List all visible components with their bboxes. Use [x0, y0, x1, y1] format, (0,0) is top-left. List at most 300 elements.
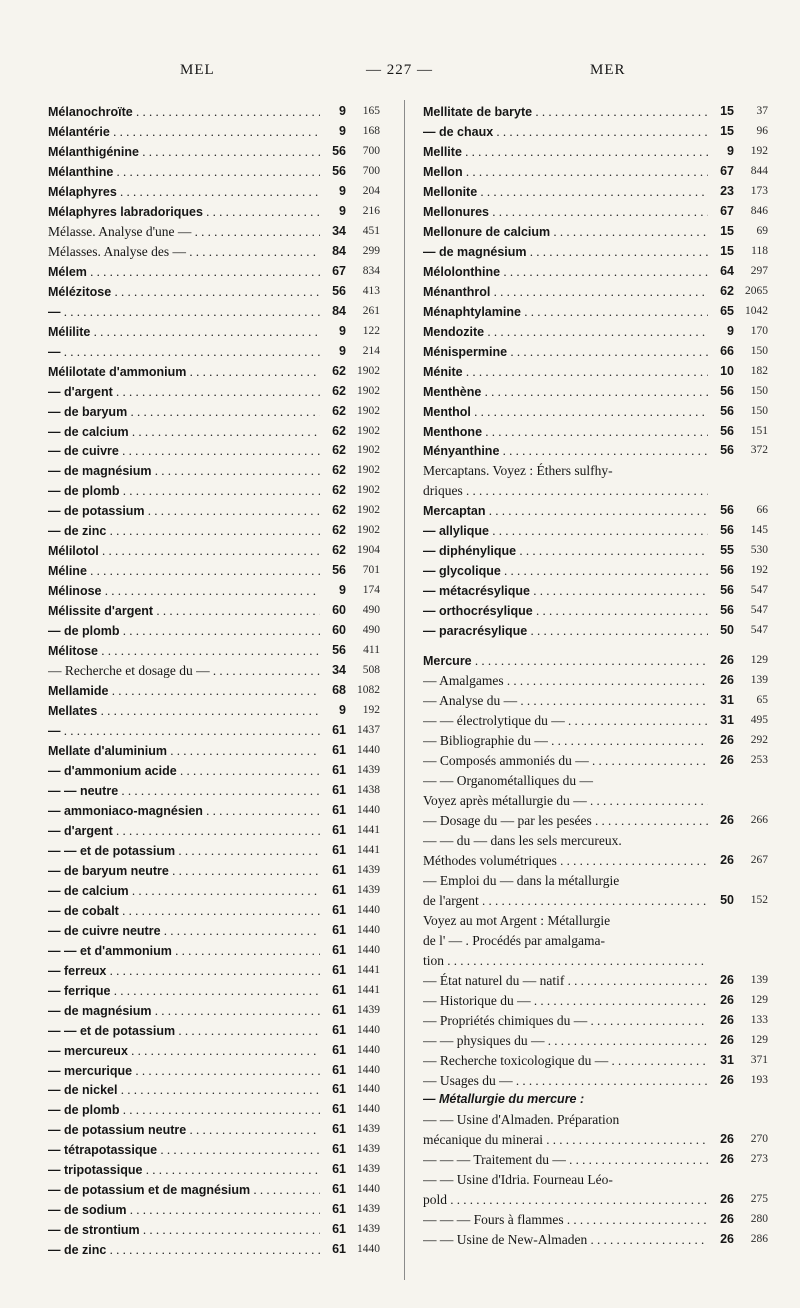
- entry-page: 1439: [357, 1003, 380, 1016]
- entry-term: Mélézitose . . .: [48, 282, 320, 303]
- entry-page: 133: [750, 1013, 768, 1026]
- entry-term: Mercure . . .: [423, 651, 708, 672]
- entry-term: de l'argent . . .: [423, 891, 708, 911]
- index-entry: [423, 461, 768, 481]
- entry-volume: 9: [339, 203, 346, 218]
- entry-term: Mellonite . . .: [423, 182, 708, 203]
- entry-page: 1440: [357, 923, 380, 936]
- entry-term: — de calcium . . .: [48, 422, 320, 443]
- entry-page: 1902: [357, 484, 380, 497]
- entry-volume: 9: [339, 703, 346, 718]
- entry-term: — — Usine de New-Almaden . . .: [423, 1230, 708, 1250]
- entry-page: 1902: [357, 384, 380, 397]
- entry-term: Mélilite . . .: [48, 322, 320, 343]
- entry-page: 2065: [745, 284, 768, 297]
- index-entry: [48, 821, 380, 841]
- entry-page: 216: [362, 204, 380, 217]
- entry-term: Mélilotate d'ammonium . . .: [48, 362, 320, 383]
- entry-term: Mélaphyres labradoriques . . .: [48, 202, 320, 223]
- entry-term: Mélasse. Analyse d'une — . . .: [48, 222, 320, 242]
- entry-volume: 26: [720, 733, 734, 748]
- index-entry: [423, 1071, 768, 1091]
- entry-term: — — et de potassium . . .: [48, 841, 320, 862]
- entry-volume: 26: [720, 992, 734, 1007]
- entry-page: 700: [362, 164, 380, 177]
- entry-term: Mellonure de calcium . . .: [423, 222, 708, 243]
- index-entry: [48, 601, 380, 621]
- entry-volume: 60: [332, 603, 346, 618]
- entry-term: — d'ammonium acide . . .: [48, 761, 320, 782]
- entry-term: Menthol . . .: [423, 402, 708, 423]
- index-entry: [48, 1041, 380, 1061]
- index-entry: [423, 871, 768, 891]
- entry-page: 547: [750, 624, 768, 637]
- entry-page: 192: [750, 144, 768, 157]
- index-entry: [48, 441, 380, 461]
- index-entry: [423, 1031, 768, 1051]
- entry-term: — mercurique . . .: [48, 1061, 320, 1082]
- index-entry: [423, 601, 768, 621]
- index-entry: [423, 342, 768, 362]
- entry-term: — métacrésylique . . .: [423, 581, 708, 602]
- entry-term: — de cuivre . . .: [48, 441, 320, 462]
- entry-volume: 34: [332, 663, 346, 678]
- entry-term: — Usages du — . . .: [423, 1071, 708, 1091]
- index-entry: [423, 731, 768, 751]
- entry-page: 372: [750, 444, 768, 457]
- entry-term: — orthocrésylique . . .: [423, 601, 708, 622]
- entry-volume: 10: [720, 363, 734, 378]
- index-entry: [423, 501, 768, 521]
- entry-term: Mélissite d'argent . . .: [48, 601, 320, 622]
- entry-term: — de potassium et de magnésium . . .: [48, 1180, 320, 1201]
- entry-term: — — — Traitement du — . . .: [423, 1150, 708, 1170]
- entry-term: Mercaptans. Voyez : Éthers sulfhy-: [423, 463, 613, 479]
- index-entry: [423, 561, 768, 581]
- entry-page: 150: [750, 384, 768, 397]
- entry-volume: 26: [720, 972, 734, 987]
- entry-page: 280: [750, 1213, 768, 1226]
- entry-term: — de chaux . . .: [423, 122, 708, 143]
- entry-term: Mellate d'aluminium . . .: [48, 741, 320, 762]
- entry-page: 1902: [357, 444, 380, 457]
- entry-page: 547: [750, 584, 768, 597]
- entry-page: 1440: [357, 1043, 380, 1056]
- entry-page: 152: [750, 893, 768, 906]
- index-entry: [423, 911, 768, 931]
- index-entry: [48, 102, 380, 122]
- entry-page: 122: [362, 324, 380, 337]
- index-entry: [48, 781, 380, 801]
- entry-page: 1439: [357, 863, 380, 876]
- entry-volume: 9: [339, 343, 346, 358]
- entry-page: 1042: [745, 304, 768, 317]
- entry-volume: 62: [332, 363, 346, 378]
- entry-page: 1438: [357, 783, 380, 796]
- entry-volume: 55: [720, 543, 734, 558]
- entry-term: Ménispermine . . .: [423, 342, 708, 363]
- entry-page: 204: [362, 184, 380, 197]
- entry-page: 69: [756, 224, 768, 237]
- entry-term: Mélolonthine . . .: [423, 262, 708, 283]
- entry-page: 267: [750, 853, 768, 866]
- entry-page: 1440: [357, 903, 380, 916]
- entry-volume: 56: [720, 583, 734, 598]
- entry-volume: 68: [332, 683, 346, 698]
- entry-page: 1439: [357, 1123, 380, 1136]
- entry-term: Mélilotol . . .: [48, 541, 320, 562]
- entry-term: — — — Fours à flammes . . .: [423, 1210, 708, 1230]
- entry-term: — de magnésium . . .: [48, 461, 320, 482]
- entry-page: 270: [750, 1133, 768, 1146]
- entry-term: — Dosage du — par les pesées . . .: [423, 811, 708, 831]
- entry-page: 844: [750, 164, 768, 177]
- entry-term: Ménanthrol . . .: [423, 282, 708, 303]
- entry-page: 129: [750, 993, 768, 1006]
- index-entry: [48, 202, 380, 222]
- index-entry: [48, 961, 380, 981]
- index-entry: [48, 661, 380, 681]
- entry-term: Mellon . . .: [423, 162, 708, 183]
- entry-page: 150: [750, 404, 768, 417]
- entry-term: — de potassium neutre . . .: [48, 1120, 320, 1141]
- index-entry: [48, 1001, 380, 1021]
- entry-page: 182: [750, 364, 768, 377]
- entry-term: — glycolique . . .: [423, 561, 708, 582]
- index-entry: [423, 751, 768, 771]
- index-entry: [48, 521, 380, 541]
- index-entry: [423, 162, 768, 182]
- entry-term: — Emploi du — dans la métallurgie: [423, 872, 620, 888]
- entry-page: 413: [362, 284, 380, 297]
- entry-volume: 9: [727, 143, 734, 158]
- index-entry: [48, 262, 380, 282]
- entry-term: — — électrolytique du — . . .: [423, 711, 708, 731]
- entry-page: 1902: [357, 364, 380, 377]
- entry-volume: 61: [332, 1202, 346, 1217]
- entry-page: 214: [362, 344, 380, 357]
- entry-volume: 26: [720, 673, 734, 688]
- entry-page: 1437: [357, 724, 380, 737]
- entry-term: Mendozite . . .: [423, 322, 708, 343]
- entry-term: mécanique du minerai . . .: [423, 1130, 708, 1150]
- index-entry: [423, 142, 768, 162]
- index-entry: [423, 651, 768, 671]
- right-column: [423, 102, 768, 1250]
- entry-volume: 9: [339, 183, 346, 198]
- index-entry: [423, 1190, 768, 1210]
- entry-volume: 66: [720, 343, 734, 358]
- entry-term: pold . . .: [423, 1190, 708, 1210]
- index-entry: [48, 561, 380, 581]
- entry-term: Mellite . . .: [423, 142, 708, 163]
- index-entry: [48, 182, 380, 202]
- entry-volume: 62: [332, 483, 346, 498]
- page-number: — 227 —: [366, 62, 433, 78]
- entry-page: 151: [750, 424, 768, 437]
- index-entry: [48, 1021, 380, 1041]
- entry-term: — — et de potassium . . .: [48, 1021, 320, 1042]
- entry-term: — de strontium . . .: [48, 1220, 320, 1241]
- entry-volume: 67: [720, 203, 734, 218]
- index-entry: [48, 1120, 380, 1140]
- entry-page: 286: [750, 1233, 768, 1246]
- entry-term: — de baryum . . .: [48, 402, 320, 423]
- entry-page: 1440: [357, 943, 380, 956]
- entry-volume: 61: [332, 743, 346, 757]
- entry-volume: 61: [332, 1042, 346, 1057]
- index-entry: [423, 481, 768, 501]
- index-entry: [48, 1220, 380, 1240]
- entry-term: Mellonures . . .: [423, 202, 708, 223]
- entry-page: 508: [362, 664, 380, 677]
- entry-page: 1902: [357, 424, 380, 437]
- entry-term: — de cobalt . . .: [48, 901, 320, 922]
- entry-volume: 31: [720, 1052, 734, 1067]
- entry-page: 165: [362, 105, 380, 117]
- entry-term: — de zinc . . .: [48, 1240, 320, 1261]
- entry-term: tion . . .: [423, 951, 708, 971]
- entry-volume: 61: [332, 1002, 346, 1017]
- entry-volume: 26: [720, 1212, 734, 1227]
- index-entry: [48, 322, 380, 342]
- entry-volume: 26: [720, 1192, 734, 1207]
- entry-page: 1441: [357, 843, 380, 856]
- entry-term: Menthone . . .: [423, 422, 708, 443]
- entry-volume: 67: [720, 163, 734, 178]
- entry-volume: 56: [720, 523, 734, 538]
- entry-volume: 9: [339, 123, 346, 138]
- entry-volume: 62: [332, 543, 346, 558]
- entry-term: Mercaptan . . .: [423, 501, 708, 522]
- entry-page: 266: [750, 813, 768, 826]
- entry-volume: 56: [720, 443, 734, 458]
- index-entry: [48, 941, 380, 961]
- entry-page: 139: [750, 973, 768, 986]
- entry-page: 273: [750, 1153, 768, 1166]
- entry-volume: 62: [332, 523, 346, 538]
- entry-page: 834: [362, 264, 380, 277]
- entry-term: — de sodium . . .: [48, 1200, 320, 1221]
- entry-volume: 61: [332, 1182, 346, 1197]
- entry-volume: 56: [720, 383, 734, 398]
- index-entry: [423, 811, 768, 831]
- index-entry: [423, 1230, 768, 1250]
- entry-page: 1082: [357, 684, 380, 697]
- entry-page: 129: [750, 654, 768, 667]
- index-entry: [423, 1011, 768, 1031]
- index-entry: [48, 901, 380, 921]
- entry-volume: 61: [332, 1102, 346, 1117]
- entry-volume: 84: [332, 303, 346, 318]
- index-entry: [423, 711, 768, 731]
- index-entry: [48, 1100, 380, 1120]
- index-entry: [423, 951, 768, 971]
- entry-volume: 61: [332, 962, 346, 977]
- entry-page: 1441: [357, 963, 380, 976]
- index-entry: [48, 422, 380, 442]
- index-entry: [423, 541, 768, 561]
- index-entry: [48, 1080, 380, 1100]
- entry-term: — de plomb . . .: [48, 1100, 320, 1121]
- entry-page: 1439: [357, 1203, 380, 1216]
- entry-volume: 26: [720, 653, 734, 668]
- entry-page: 411: [363, 644, 380, 657]
- entry-volume: 26: [720, 1232, 734, 1247]
- entry-page: 174: [362, 584, 380, 597]
- entry-term: Ménite . . .: [423, 362, 708, 383]
- entry-volume: 84: [332, 243, 346, 258]
- entry-volume: 62: [332, 383, 346, 398]
- entry-volume: 61: [332, 802, 346, 817]
- entry-volume: 15: [720, 123, 734, 138]
- entry-term: — diphénylique . . .: [423, 541, 708, 562]
- entry-page: 1440: [357, 803, 380, 816]
- entry-volume: 26: [720, 1132, 734, 1147]
- entry-volume: 56: [332, 283, 346, 298]
- entry-page: 451: [362, 224, 380, 237]
- entry-term: — — et d'ammonium . . .: [48, 941, 320, 962]
- entry-volume: 61: [332, 723, 346, 738]
- entry-page: 490: [362, 624, 380, 637]
- entry-volume: 56: [720, 503, 734, 518]
- entry-page: 139: [750, 674, 768, 687]
- entry-volume: 56: [332, 563, 346, 578]
- entry-term: — tripotassique . . .: [48, 1160, 320, 1181]
- index-entry: [48, 1200, 380, 1220]
- section-gap: [423, 641, 768, 651]
- entry-term: — de zinc . . .: [48, 521, 320, 542]
- entry-page: 846: [750, 204, 768, 217]
- entry-volume: 26: [720, 1012, 734, 1027]
- entry-term: — de cuivre neutre . . .: [48, 921, 320, 942]
- index-entry: [423, 691, 768, 711]
- entry-volume: 61: [332, 982, 346, 997]
- index-entry: [423, 771, 768, 791]
- entry-term: — . . .: [48, 721, 320, 742]
- index-entry: [48, 342, 380, 362]
- entry-term: — Recherche et dosage du — . . .: [48, 661, 320, 681]
- entry-term: — Propriétés chimiques du — . . .: [423, 1011, 708, 1031]
- entry-page: 253: [750, 754, 768, 766]
- entry-volume: 67: [332, 263, 346, 278]
- entry-volume: 61: [332, 842, 346, 857]
- entry-term: — — Usine d'Idria. Fourneau Léo-: [423, 1172, 613, 1188]
- index-entry: [48, 501, 380, 521]
- entry-volume: 56: [720, 603, 734, 618]
- entry-volume: 56: [332, 643, 346, 658]
- entry-term: — Bibliographie du — . . .: [423, 731, 708, 751]
- entry-volume: 56: [720, 403, 734, 418]
- entry-page: 1440: [357, 1023, 380, 1036]
- entry-page: 371: [750, 1053, 768, 1066]
- index-entry: [423, 621, 768, 641]
- entry-page: 96: [756, 124, 768, 137]
- entry-volume: 9: [727, 323, 734, 338]
- index-entry: [423, 851, 768, 871]
- index-entry: [48, 681, 380, 701]
- index-entry: [423, 262, 768, 282]
- entry-volume: 61: [332, 1142, 346, 1157]
- entry-page: 173: [750, 184, 768, 197]
- index-entry: [48, 1240, 380, 1260]
- entry-term: — Métallurgie du mercure :: [423, 1092, 585, 1107]
- entry-page: 1439: [357, 1223, 380, 1236]
- entry-volume: 23: [720, 183, 734, 198]
- entry-term: — paracrésylique . . .: [423, 621, 708, 642]
- entry-volume: 15: [720, 223, 734, 238]
- entry-volume: 56: [720, 423, 734, 438]
- index-entry: [423, 1210, 768, 1230]
- index-entry: [48, 841, 380, 861]
- entry-volume: 61: [332, 1082, 346, 1097]
- entry-page: 1439: [357, 883, 380, 896]
- entry-volume: 15: [720, 104, 734, 118]
- entry-term: — de magnésium . . .: [48, 1001, 320, 1022]
- entry-volume: 26: [720, 1032, 734, 1047]
- entry-volume: 61: [332, 1222, 346, 1237]
- entry-term: — — Organométalliques du —: [423, 772, 593, 788]
- entry-page: 1439: [357, 1143, 380, 1156]
- entry-volume: 15: [720, 243, 734, 258]
- index-entry: [48, 461, 380, 481]
- entry-page: 66: [756, 504, 768, 517]
- entry-page: 1902: [357, 464, 380, 477]
- index-entry: [423, 1051, 768, 1071]
- entry-term: Mellitate de baryte . . .: [423, 102, 708, 123]
- entry-page: 150: [750, 344, 768, 357]
- entry-volume: 26: [720, 1072, 734, 1087]
- entry-page: 1902: [357, 504, 380, 517]
- index-entry: [423, 791, 768, 811]
- entry-page: 1440: [357, 1103, 380, 1116]
- index-entry: [48, 981, 380, 1001]
- entry-term: — ferreux . . .: [48, 961, 320, 982]
- entry-term: driques . . .: [423, 481, 708, 501]
- entry-page: 145: [750, 524, 768, 537]
- entry-term: Ményanthine . . .: [423, 441, 708, 462]
- entry-volume: 56: [332, 163, 346, 178]
- entry-page: 1440: [357, 1083, 380, 1096]
- entry-volume: 62: [332, 463, 346, 478]
- entry-term: — — du — dans les sels mercureux.: [423, 832, 622, 848]
- entry-term: — d'argent . . .: [48, 821, 320, 842]
- index-entry: [48, 621, 380, 641]
- entry-volume: 62: [332, 443, 346, 458]
- index-entry: [423, 382, 768, 402]
- entry-page: 168: [362, 124, 380, 137]
- index-entry: [48, 581, 380, 601]
- index-entry: [423, 282, 768, 302]
- entry-page: 1440: [357, 1243, 380, 1256]
- entry-volume: 31: [720, 713, 734, 728]
- entry-volume: 56: [720, 563, 734, 578]
- left-column: [48, 102, 380, 1260]
- entry-page: 292: [750, 734, 768, 747]
- entry-term: — tétrapotassique . . .: [48, 1140, 320, 1161]
- index-entry: [48, 541, 380, 561]
- entry-term: — de magnésium . . .: [423, 242, 708, 263]
- index-entry: [48, 481, 380, 501]
- index-entry: [423, 242, 768, 262]
- index-entry: [48, 402, 380, 422]
- entry-volume: 61: [332, 1062, 346, 1077]
- entry-term: — Amalgames . . .: [423, 671, 708, 691]
- index-entry: [48, 881, 380, 901]
- entry-page: 1439: [357, 763, 380, 776]
- entry-page: 297: [750, 264, 768, 277]
- entry-term: Mélantérie . . .: [48, 122, 320, 143]
